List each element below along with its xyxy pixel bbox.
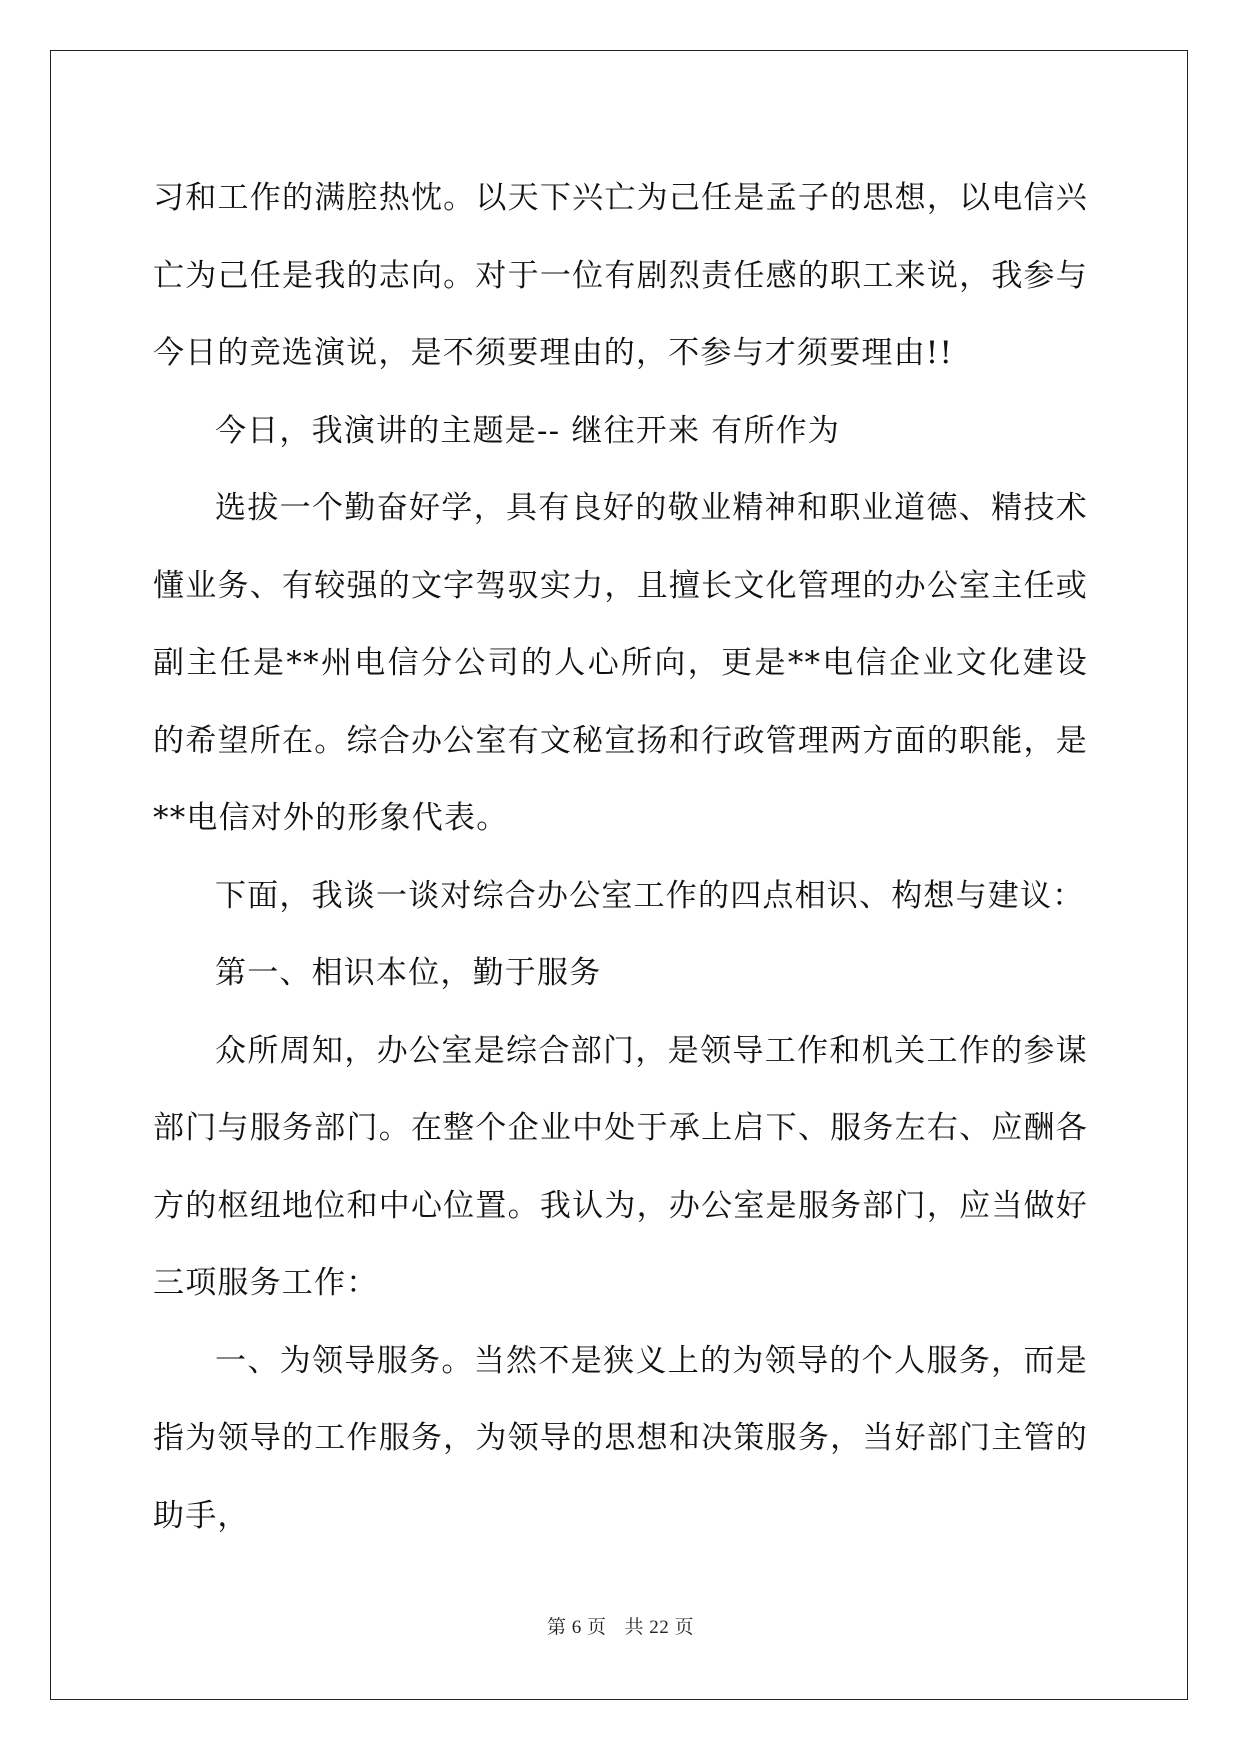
paragraph-7: 一、为领导服务。当然不是狭义上的为领导的个人服务，而是指为领导的工作服务，为领导的思想和决策服务，当好部门主管的助手， bbox=[153, 1342, 1088, 1534]
page-total: 共 22 页 bbox=[624, 1617, 695, 1638]
document-body bbox=[153, 160, 1088, 1555]
paragraph-2: 今日，我演讲的主题是-- 继往开来 有所作为 bbox=[215, 412, 841, 449]
paragraph-6: 众所周知，办公室是综合部门，是领导工作和机关工作的参谋部门与服务部门。在整个企业中处于承上启下、服务左右、应酬各方的枢纽地位和中心位置。我认为，办公室是服务部门，应当做好三项服务工作： bbox=[153, 1032, 1088, 1301]
paragraph-1: 习和工作的满腔热忱。以天下兴亡为己任是孟子的思想，以电信兴亡为己任是我的志向。对于一位有剧烈责任感的职工来说，我参与今日的竞选演说，是不须要理由的，不参与才须要理由!! bbox=[153, 180, 1088, 371]
paragraph-3: 选拔一个勤奋好学，具有良好的敬业精神和职业道德、精技术懂业务、有较强的文字驾驭实力，且擅长文化管理的办公室主任或副主任是**州电信分公司的人心所向，更是**电信企业文化建设的希望所在。综合办公室有文秘宣扬和行政管理两方面的职能，是**电信对外的形象代表。 bbox=[153, 490, 1088, 836]
paragraph-5: 第一、相识本位，勤于服务 bbox=[215, 955, 602, 991]
page-footer bbox=[0, 1612, 1241, 1639]
paragraph-4: 下面，我谈一谈对综合办公室工作的四点相识、构想与建议： bbox=[215, 877, 1085, 914]
page-number: 第 6 页 bbox=[546, 1617, 607, 1638]
